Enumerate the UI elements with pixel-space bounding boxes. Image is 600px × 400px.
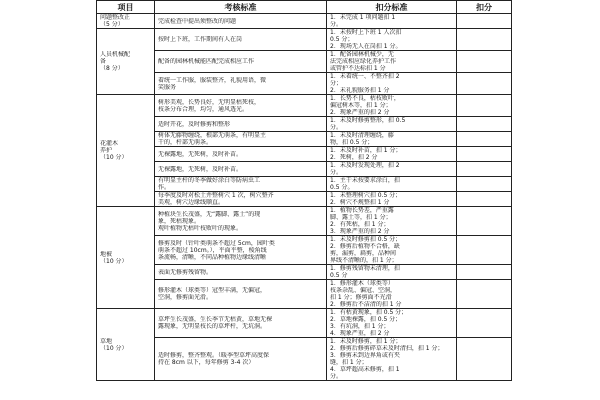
deduct-cell bbox=[457, 14, 512, 29]
standard-text: 表面无修剪残留物。 bbox=[158, 268, 213, 276]
criteria-cell bbox=[327, 207, 457, 236]
criteria-cell bbox=[327, 117, 457, 132]
criteria-text: 偏冠树木等，扣 1 分； bbox=[330, 102, 392, 109]
category-label: 草地 bbox=[100, 337, 113, 345]
standard-cell bbox=[155, 207, 327, 236]
criteria-text: 4．草坪超高未修剪，扣 1 bbox=[330, 366, 400, 373]
criteria-text: 分。 bbox=[330, 21, 343, 28]
standard-text: 种植块生长茂盛，无“露脚、露土”的现 bbox=[158, 210, 261, 218]
category-cell bbox=[97, 207, 155, 309]
standard-text: 按时上下班，工作期间有人在岗 bbox=[158, 36, 243, 43]
deduct-cell bbox=[457, 280, 512, 309]
category-cell bbox=[97, 309, 155, 381]
standard-text: 适时修剪，整齐整观。（暖季型草坪高度保 bbox=[158, 352, 270, 359]
criteria-text: 1．有枯黄现象，扣 0.5 分； bbox=[330, 309, 408, 316]
table-body bbox=[97, 14, 512, 381]
criteria-cell bbox=[327, 51, 457, 73]
criteria-cell bbox=[327, 147, 457, 162]
criteria-text: 2．修剪后不洁清的扣 1 分 bbox=[330, 301, 402, 308]
deduct-cell bbox=[457, 73, 512, 95]
criteria-cell bbox=[327, 265, 457, 280]
criteria-text: 1．未及时修剪扣 0.5 分； bbox=[330, 236, 402, 243]
table-row bbox=[97, 177, 512, 192]
criteria-text: 缝，扣 1 分； bbox=[330, 359, 368, 366]
assessment-table bbox=[96, 0, 512, 381]
deduct-cell bbox=[457, 117, 512, 132]
criteria-text: 分。 bbox=[330, 124, 343, 131]
criteria-text: 扣 1 分；修剪面不光滑 bbox=[330, 294, 392, 301]
criteria-text: 4．现象严重，扣 2 分 bbox=[330, 330, 390, 337]
criteria-text: 2．现场无人在岗扣 1 分。 bbox=[330, 43, 402, 50]
criteria-cell bbox=[327, 338, 457, 381]
table-row bbox=[97, 309, 512, 338]
standard-cell bbox=[155, 236, 327, 265]
standard-text: 树形美观，长势良好，无明显枯死枝， bbox=[158, 98, 261, 106]
criteria-text: 3．有坑洞，扣 1 分； bbox=[330, 323, 390, 330]
criteria-text: 脚、露土等，扣 1 分； bbox=[330, 214, 392, 221]
criteria-text: 1．未及时补苗，扣 1 分； bbox=[330, 147, 402, 154]
table-row bbox=[97, 265, 512, 280]
criteria-text: 2．现象严重的扣 2 分 bbox=[330, 109, 390, 116]
deduct-cell bbox=[457, 207, 512, 236]
criteria-text: 1．未及时修剪，扣 1 分； bbox=[330, 338, 402, 345]
criteria-text: 剪，漏剪，扁剪，品种间 bbox=[330, 250, 397, 257]
standard-text: 无裸露地，无死树，及时补苗。 bbox=[158, 150, 243, 158]
standard-text: 修剪及时（针叶类萌条不超过 5cm，园叶类 bbox=[158, 239, 275, 247]
deduct-cell bbox=[457, 236, 512, 265]
criteria-cell bbox=[327, 95, 457, 117]
category-label: （8 分） bbox=[100, 65, 124, 72]
header-item: 项目 bbox=[97, 1, 155, 14]
standard-text: 观叶植物无枯叶枝败叶的现象。 bbox=[158, 224, 243, 232]
standard-text: 条流畅，清晰，不同品种植物边缘线清晰 bbox=[158, 253, 267, 261]
criteria-text: 0.5 分。 bbox=[330, 184, 354, 191]
criteria-text: 2．草地裸露，扣 0.5 分； bbox=[330, 316, 402, 323]
table-row bbox=[97, 338, 512, 381]
criteria-text: 2．死树，扣 2 分 bbox=[330, 154, 378, 161]
criteria-text: 1．未及时修剪整形，扣 0.5 bbox=[330, 117, 406, 124]
criteria-cell bbox=[327, 192, 457, 207]
standard-cell bbox=[155, 147, 327, 162]
standard-text: 空洞，修剪面光滑。 bbox=[158, 294, 213, 301]
criteria-cell bbox=[327, 14, 457, 29]
standard-text: 配备的园林机械能匹配完成相应工作 bbox=[158, 58, 255, 65]
criteria-text: 2．修剪后植物不合格，缺 bbox=[330, 243, 400, 250]
table-row bbox=[97, 95, 512, 117]
category-cell bbox=[97, 29, 155, 95]
criteria-text: 法完成相应绿化养护工作 bbox=[330, 58, 397, 65]
deduct-cell bbox=[457, 95, 512, 117]
table-row bbox=[97, 192, 512, 207]
standard-text: 美观，树穴边缘线顺直。 bbox=[158, 199, 225, 206]
category-label: 地被 bbox=[100, 250, 113, 258]
table-row bbox=[97, 51, 512, 73]
criteria-cell bbox=[327, 309, 457, 338]
table-row bbox=[97, 207, 512, 236]
criteria-text: 1．未按时上下班 1 人次扣 bbox=[330, 29, 402, 36]
standard-text: 干的，杆部无萌条。 bbox=[158, 139, 213, 146]
standard-cell bbox=[155, 265, 327, 280]
standard-cell bbox=[155, 132, 327, 147]
standard-cell bbox=[155, 309, 327, 338]
header-row bbox=[97, 1, 512, 14]
criteria-text: 1．未完成 1 项问题扣 1 bbox=[330, 14, 396, 21]
category-cell bbox=[97, 95, 155, 207]
standard-text: 草坪生长茂盛，生长季节无枯黄，草地无裸 bbox=[158, 316, 273, 323]
standard-cell bbox=[155, 29, 327, 51]
table-row bbox=[97, 147, 512, 162]
standard-text: 露现象，无明显枝长的草坪杆，无坑洞。 bbox=[158, 323, 267, 330]
criteria-cell bbox=[327, 236, 457, 265]
table-row bbox=[97, 132, 512, 147]
table-row bbox=[97, 162, 512, 177]
deduct-cell bbox=[457, 309, 512, 338]
standard-cell bbox=[155, 280, 327, 309]
criteria-text: 3．现象严重的扣 2 分 bbox=[330, 228, 390, 235]
standard-cell bbox=[155, 177, 327, 192]
table-row bbox=[97, 236, 512, 265]
deduct-cell bbox=[457, 177, 512, 192]
criteria-text: 1．长势不良，枯枝败叶， bbox=[330, 95, 400, 102]
criteria-text: 界线不清晰的，扣 1 分； bbox=[330, 257, 398, 264]
standard-text: 树体无藤物缠绕，根部无萌条，有明显主 bbox=[158, 132, 267, 139]
category-label: 备 bbox=[100, 58, 107, 65]
category-label: 花灌木 bbox=[100, 140, 119, 147]
standard-text: 笑服务 bbox=[158, 83, 177, 91]
criteria-cell bbox=[327, 177, 457, 192]
criteria-text: 2．树穴不规整扣 1 分 bbox=[330, 199, 390, 206]
criteria-text: 1．主干未按要求涂白，扣 bbox=[330, 177, 400, 184]
deduct-cell bbox=[457, 29, 512, 51]
deduct-cell bbox=[457, 338, 512, 381]
criteria-text: 1．修剪残留物未清理，扣 bbox=[330, 265, 400, 272]
criteria-text: 1．未整理树穴扣 0.5 分； bbox=[330, 192, 402, 199]
standard-cell bbox=[155, 162, 327, 177]
header-deduct: 扣分 bbox=[457, 1, 512, 14]
criteria-cell bbox=[327, 73, 457, 95]
criteria-text: 物，扣 0.5 分； bbox=[330, 139, 374, 146]
category-label: （10 分） bbox=[100, 154, 128, 161]
criteria-text: 3．修剪未到边界角或有夹 bbox=[330, 352, 400, 359]
standard-text: 萌条不超过 10cm。），平面平整，棱角线 bbox=[158, 246, 267, 254]
criteria-text: 1．修形灌木（球类等） bbox=[330, 280, 394, 287]
category-label: 问题整改正 bbox=[100, 14, 131, 21]
standard-text: 作。 bbox=[158, 184, 171, 191]
criteria-cell bbox=[327, 280, 457, 309]
standard-cell bbox=[155, 14, 327, 29]
table-row bbox=[97, 280, 512, 309]
standard-text: 完成检查中提出须整改的问题 bbox=[158, 17, 237, 25]
category-label: （10 分） bbox=[100, 344, 128, 352]
category-label: 养护 bbox=[100, 147, 113, 154]
standard-text: 着统一工作服，服装整齐，礼貌用语，微 bbox=[158, 76, 267, 84]
category-label: 人员机械配 bbox=[100, 51, 131, 58]
criteria-text: 或管护不达标扣 1 分 bbox=[330, 65, 386, 72]
header-criteria: 扣分标准 bbox=[327, 1, 457, 14]
criteria-text: 1．未及时清理缠绕，藤 bbox=[330, 132, 394, 139]
table-row bbox=[97, 73, 512, 95]
criteria-text: 1．未及时发现处理，扣 2 bbox=[330, 162, 400, 169]
criteria-text: 2．修剪后修剪碎草未及时清扫，扣 1 分； bbox=[330, 345, 444, 352]
table-row bbox=[97, 14, 512, 29]
deduct-cell bbox=[457, 147, 512, 162]
standard-text: 有明显主杆的冬季做好涂白等防病虫工 bbox=[158, 177, 261, 184]
criteria-text: 0.5 分； bbox=[330, 36, 354, 43]
standard-text: 象，死枯现象。 bbox=[158, 217, 201, 225]
standard-text: 适时开花，及时修剪和整形 bbox=[158, 120, 231, 128]
header-standard: 考核标准 bbox=[155, 1, 327, 14]
criteria-cell bbox=[327, 29, 457, 51]
standard-cell bbox=[155, 117, 327, 132]
deduct-cell bbox=[457, 192, 512, 207]
table-row bbox=[97, 117, 512, 132]
category-label: （10 分） bbox=[100, 257, 128, 265]
standard-text: 每季度及时对松土并整树穴 1 次，树穴整齐 bbox=[158, 192, 274, 199]
criteria-text: 分； bbox=[330, 80, 343, 87]
criteria-cell bbox=[327, 132, 457, 147]
standard-text: 无裸露地，无死树，及时补苗。 bbox=[158, 165, 243, 173]
table-row bbox=[97, 29, 512, 51]
deduct-cell bbox=[457, 265, 512, 280]
criteria-text: 1．未着统一、不整齐扣 2 bbox=[330, 73, 400, 80]
deduct-cell bbox=[457, 162, 512, 177]
standard-cell bbox=[155, 73, 327, 95]
standard-cell bbox=[155, 192, 327, 207]
criteria-text: 分。 bbox=[330, 373, 343, 380]
criteria-cell bbox=[327, 162, 457, 177]
category-cell bbox=[97, 14, 155, 29]
criteria-text: 2．未礼貌服务扣 1 分 bbox=[330, 87, 390, 94]
deduct-cell bbox=[457, 51, 512, 73]
criteria-text: 分。 bbox=[330, 169, 343, 176]
standard-text: 修形灌木（球类等）冠型丰满，无偏冠， bbox=[158, 287, 267, 294]
standard-text: 持在 8cm 以下，每年修剪 3-4 次） bbox=[158, 359, 255, 366]
standard-cell bbox=[155, 95, 327, 117]
criteria-text: 1．配备园林机械少，无 bbox=[330, 51, 394, 58]
criteria-text: 枝条杂乱、偏冠、空洞， bbox=[330, 287, 397, 294]
category-label: （5 分） bbox=[100, 21, 124, 28]
standard-text: 枝条分布合理，均匀，通风透光。 bbox=[158, 105, 249, 113]
deduct-cell bbox=[457, 132, 512, 147]
criteria-text: 1．植物长势差，严重露 bbox=[330, 207, 394, 214]
standard-cell bbox=[155, 51, 327, 73]
criteria-text: 0.5 分 bbox=[330, 272, 348, 279]
criteria-text: 2．有死枯，扣 1 分； bbox=[330, 221, 390, 228]
standard-cell bbox=[155, 338, 327, 381]
